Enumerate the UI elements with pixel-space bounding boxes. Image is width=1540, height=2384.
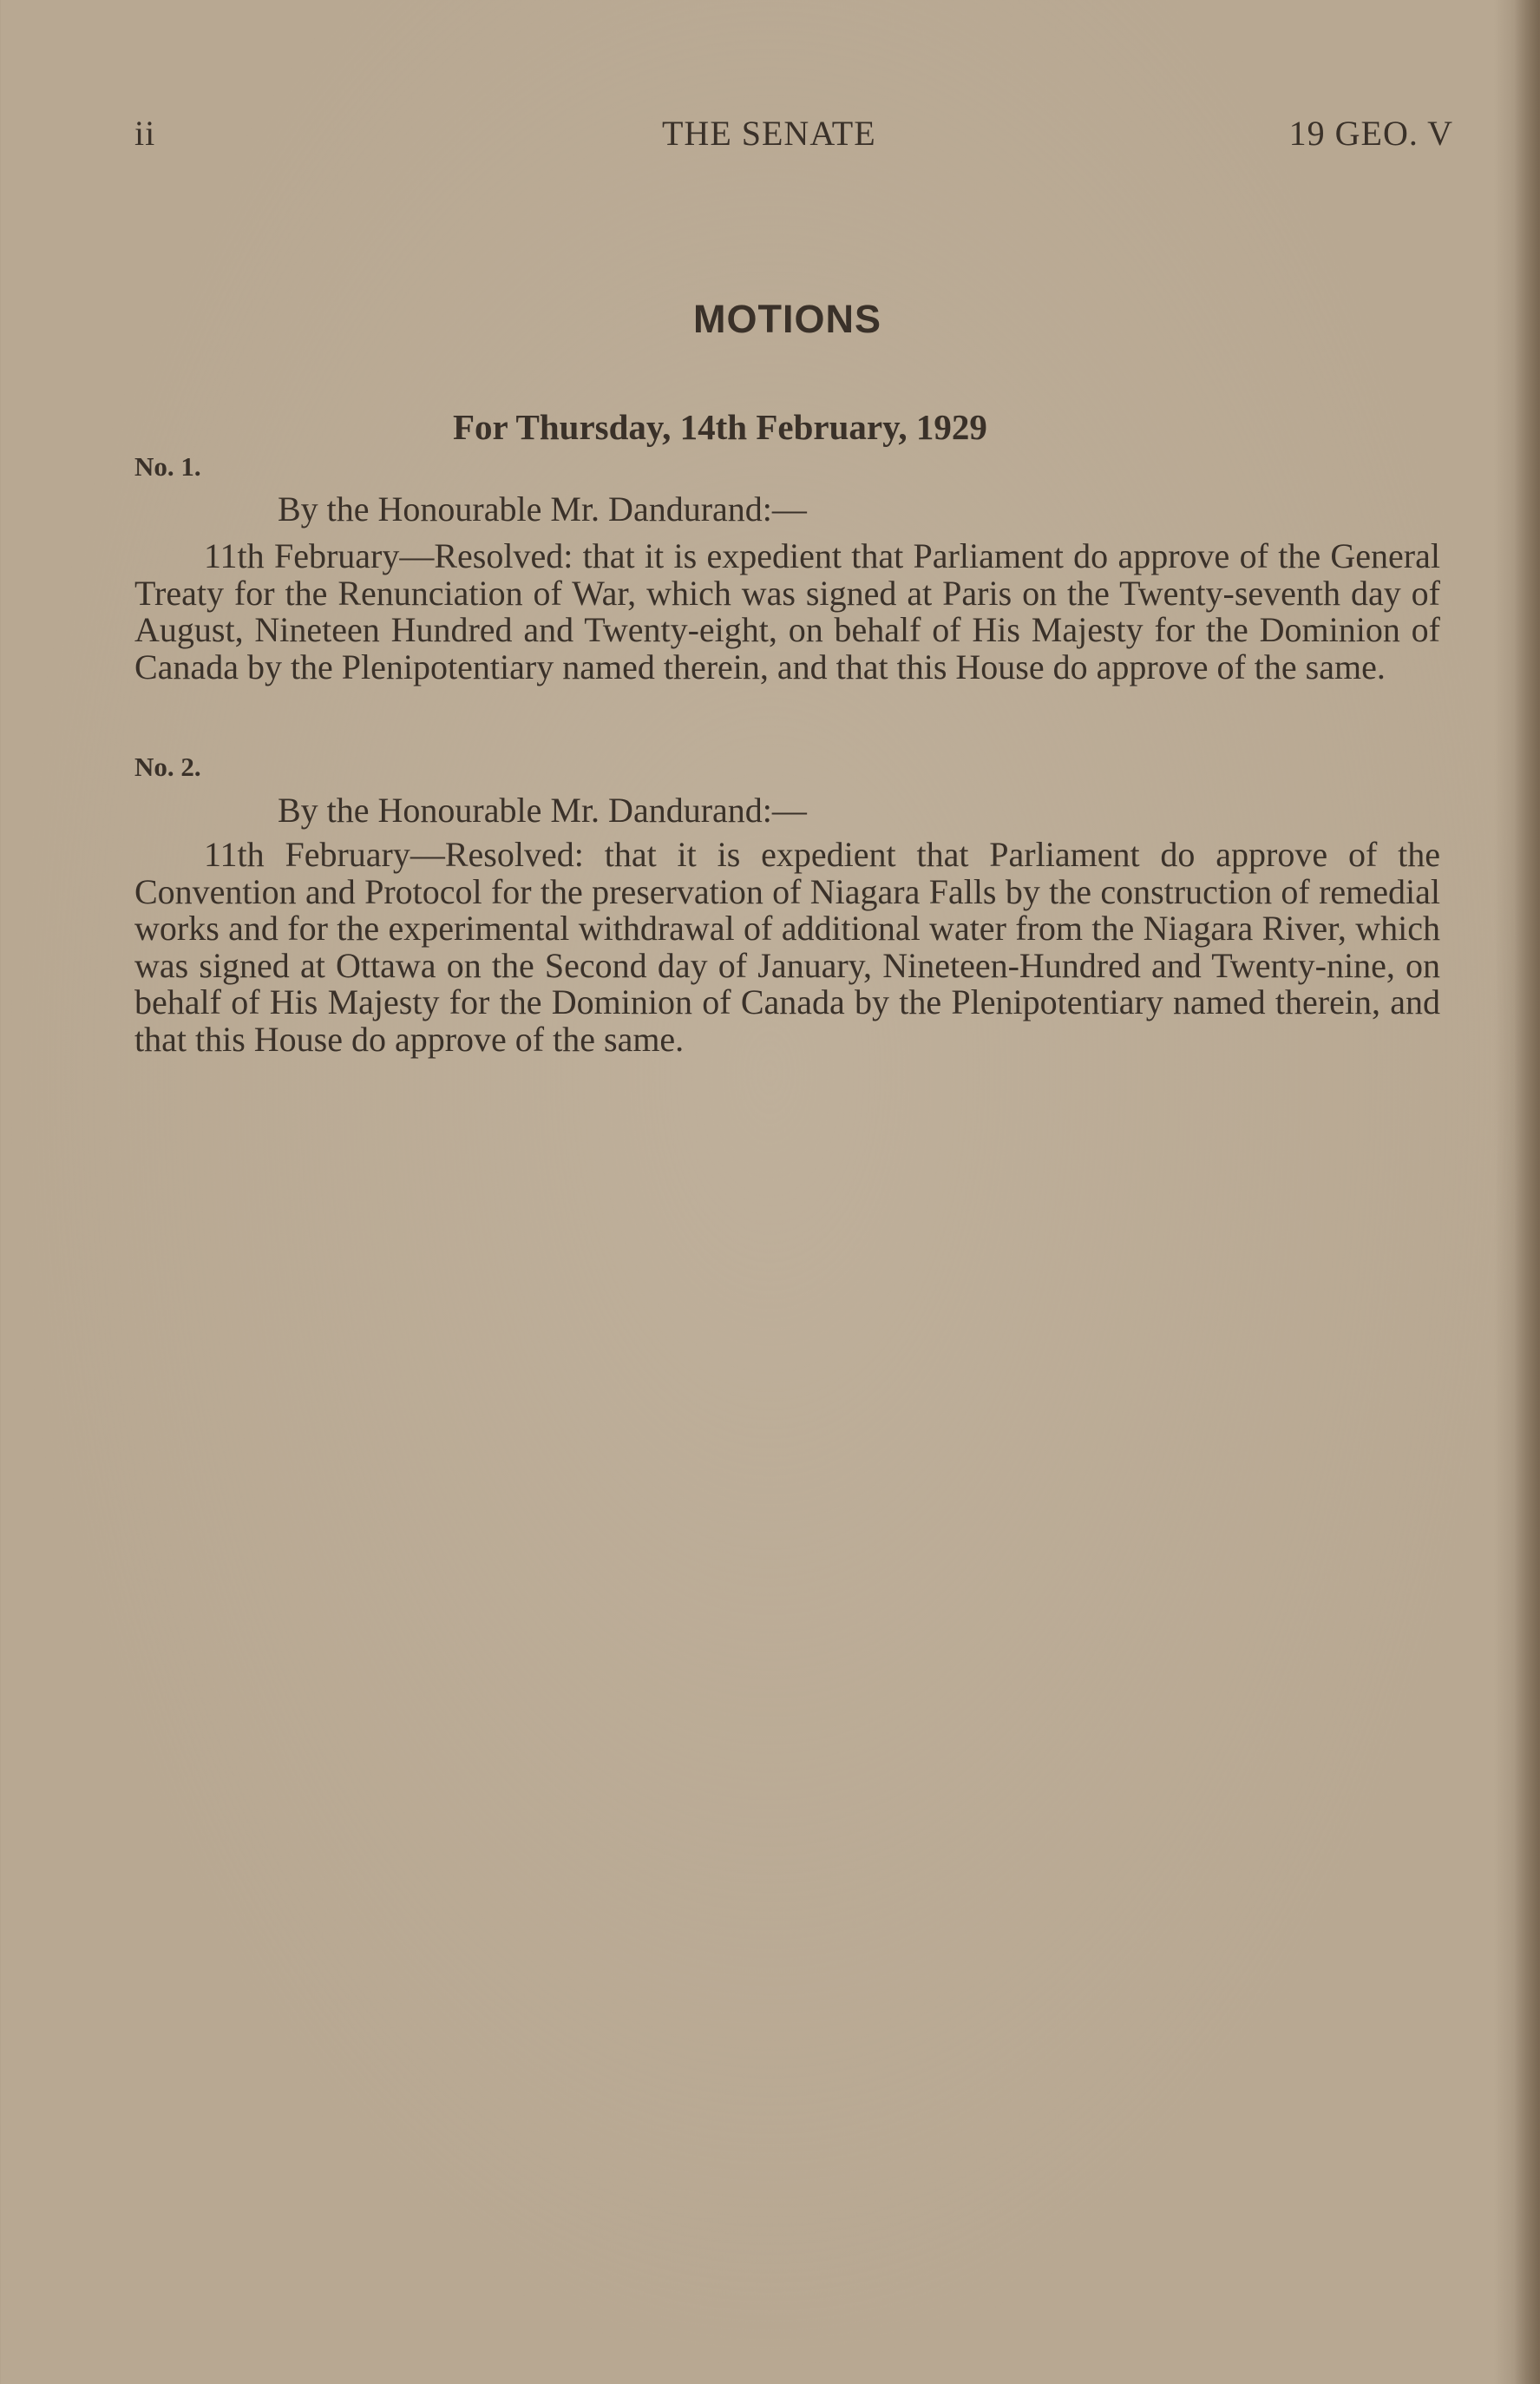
session-label: 19 GEO. V (1288, 114, 1453, 153)
date-line: For Thursday, 14th February, 1929 (453, 407, 987, 447)
page-edge-shadow (1514, 0, 1540, 2384)
running-head (134, 113, 1453, 156)
page-number: ii (134, 114, 156, 153)
motion-mover: By the Honourable Mr. Dandurand:— (278, 791, 807, 830)
motion-text: 11th February—Resolved: that it is expedient that Parliament do approve of the Convention and Protocol for the preservation of Niagara Falls by the construction of remedial works and for the experimental withdrawal of additional water from the Niagara River, which was signed at Ottawa on the Second day of January, Nineteen-Hundred and Twenty-nine, on behalf of His Majesty for the Dominion of Canada by the Plenipotentiary named therein, and that this House do approve of the same. (134, 835, 1440, 1059)
motion-mover: By the Honourable Mr. Dandurand:— (278, 489, 807, 529)
motion-number: No. 1. (134, 451, 201, 482)
motion-text: 11th February—Resolved: that it is expedient that Parliament do approve of the General Treaty for the Renunciation of War, which was signed at Paris on the Twenty-seventh day of August, Nineteen Hundred and Twenty-eight, on behalf of His Majesty for the Dominion of Canada by the Plenipotentiary named therein, and that this House do approve of the same. (134, 536, 1440, 686)
motion-number: No. 2. (134, 752, 201, 782)
section-title: MOTIONS (693, 297, 881, 341)
running-head-title: THE SENATE (662, 114, 876, 153)
